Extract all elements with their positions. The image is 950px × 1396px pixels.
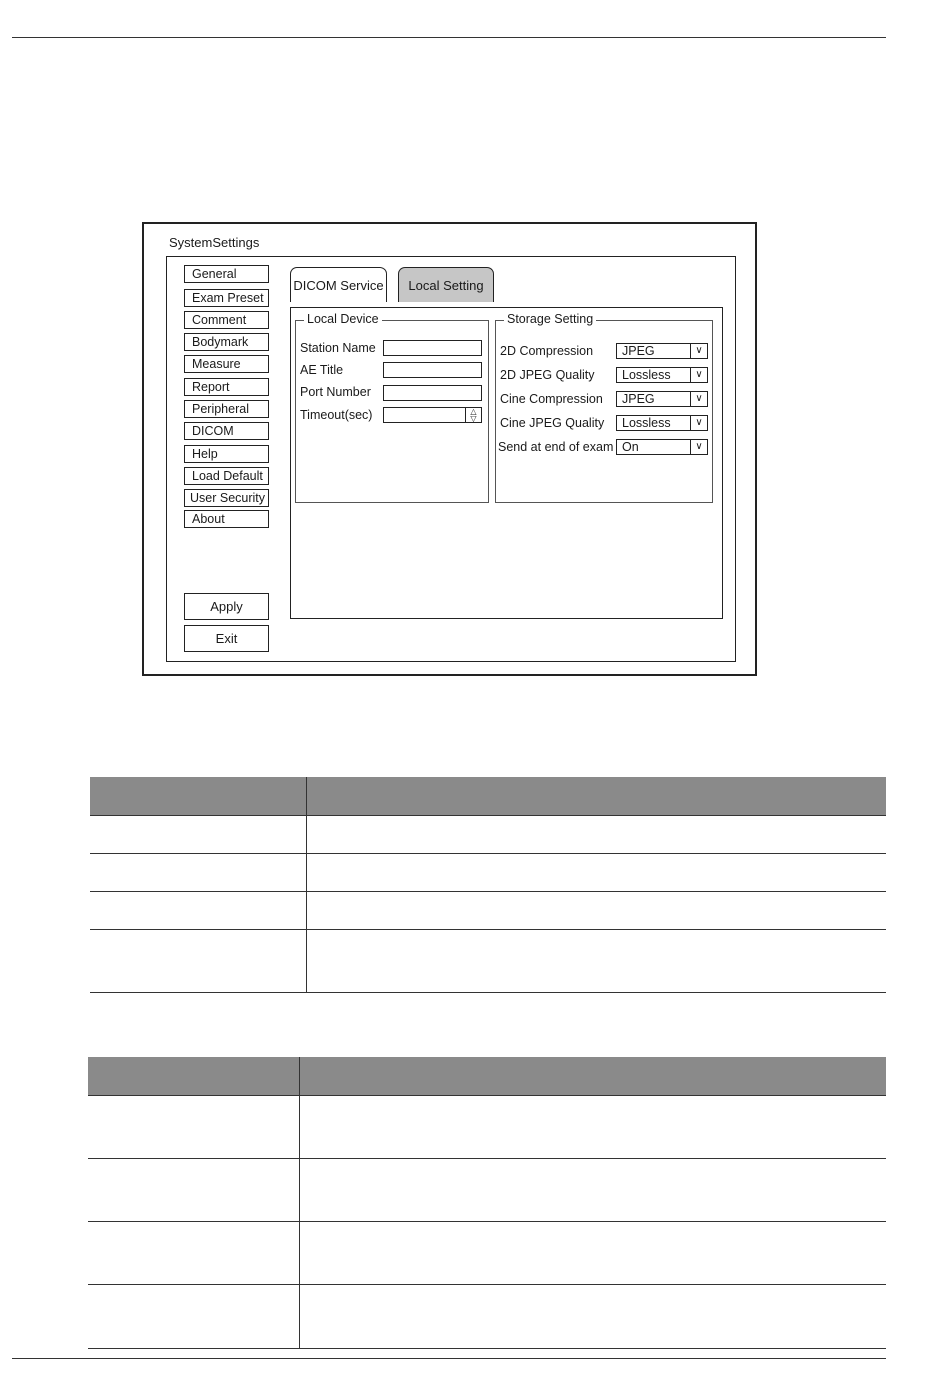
cine-jpeg-quality-select[interactable]: [616, 415, 708, 431]
sidebar-item-peripheral[interactable]: Peripheral: [184, 400, 269, 418]
timeout-label: Timeout(sec): [300, 408, 373, 422]
table-row: [90, 929, 886, 930]
local-device-legend: Local Device: [304, 312, 382, 326]
ae-title-input[interactable]: [383, 362, 482, 378]
bottom-rule: [12, 1358, 886, 1359]
cine-jpeg-quality-label: Cine JPEG Quality: [500, 416, 605, 430]
port-number-input[interactable]: [383, 385, 482, 401]
cine-compression-value: JPEG: [622, 392, 655, 406]
table-row: [90, 891, 886, 892]
exit-button[interactable]: Exit: [184, 625, 269, 652]
port-number-label: Port Number: [300, 385, 371, 399]
sidebar-item-dicom[interactable]: DICOM: [184, 422, 269, 440]
ae-title-label: AE Title: [300, 363, 344, 377]
apply-button[interactable]: Apply: [184, 593, 269, 620]
table-header: [90, 777, 886, 816]
compression-2d-select[interactable]: [616, 343, 708, 359]
send-end-exam-select[interactable]: [616, 439, 708, 455]
sidebar-item-general[interactable]: General: [184, 265, 269, 283]
sidebar-item-help[interactable]: Help: [184, 445, 269, 463]
sidebar-item-report[interactable]: Report: [184, 378, 269, 396]
table-row: [88, 1348, 886, 1349]
send-end-exam-value: On: [622, 440, 639, 454]
table-row: [90, 853, 886, 854]
chevron-down-icon[interactable]: ∨: [690, 416, 707, 430]
sidebar-item-exam-preset[interactable]: Exam Preset: [184, 289, 269, 307]
cine-jpeg-quality-value: Lossless: [622, 416, 671, 430]
top-rule: [12, 37, 886, 38]
table-row: [90, 992, 886, 993]
cine-compression-label: Cine Compression: [500, 392, 603, 406]
station-name-label: Station Name: [300, 341, 376, 355]
cine-compression-select[interactable]: [616, 391, 708, 407]
table-row: [88, 1095, 886, 1096]
compression-2d-label: 2D Compression: [500, 344, 594, 358]
jpeg-quality-2d-select[interactable]: [616, 367, 708, 383]
storage-setting-legend: Storage Setting: [504, 312, 596, 326]
sidebar-item-measure[interactable]: Measure: [184, 355, 269, 373]
sidebar-item-load-default[interactable]: Load Default: [184, 467, 269, 485]
dialog-title: SystemSettings: [169, 235, 260, 250]
table-header: [88, 1057, 886, 1096]
chevron-down-icon[interactable]: ∨: [690, 344, 707, 358]
timeout-spinbox[interactable]: [383, 407, 482, 423]
sidebar-item-comment[interactable]: Comment: [184, 311, 269, 329]
chevron-down-icon[interactable]: ∨: [690, 368, 707, 382]
station-name-input[interactable]: [383, 340, 482, 356]
sidebar-item-user-security[interactable]: User Security: [184, 489, 269, 507]
table-row: [88, 1221, 886, 1222]
sidebar-item-about[interactable]: About: [184, 510, 269, 528]
description-table-2: [88, 1057, 886, 1349]
table-row: [88, 1158, 886, 1159]
compression-2d-value: JPEG: [622, 344, 655, 358]
send-end-exam-label: Send at end of exam: [498, 440, 614, 454]
description-table-1: [90, 777, 886, 993]
jpeg-quality-2d-value: Lossless: [622, 368, 671, 382]
chevron-down-icon[interactable]: ∨: [690, 440, 707, 454]
column-divider: [306, 777, 307, 993]
column-divider: [299, 1057, 300, 1349]
spin-up-down-icon[interactable]: △ ▽: [465, 408, 481, 422]
chevron-down-icon[interactable]: ∨: [690, 392, 707, 406]
sidebar-item-bodymark[interactable]: Bodymark: [184, 333, 269, 351]
table-row: [88, 1284, 886, 1285]
tab-dicom-service[interactable]: DICOM Service: [290, 267, 387, 302]
table-row: [90, 815, 886, 816]
tab-local-setting[interactable]: Local Setting: [398, 267, 494, 302]
jpeg-quality-2d-label: 2D JPEG Quality: [500, 368, 595, 382]
